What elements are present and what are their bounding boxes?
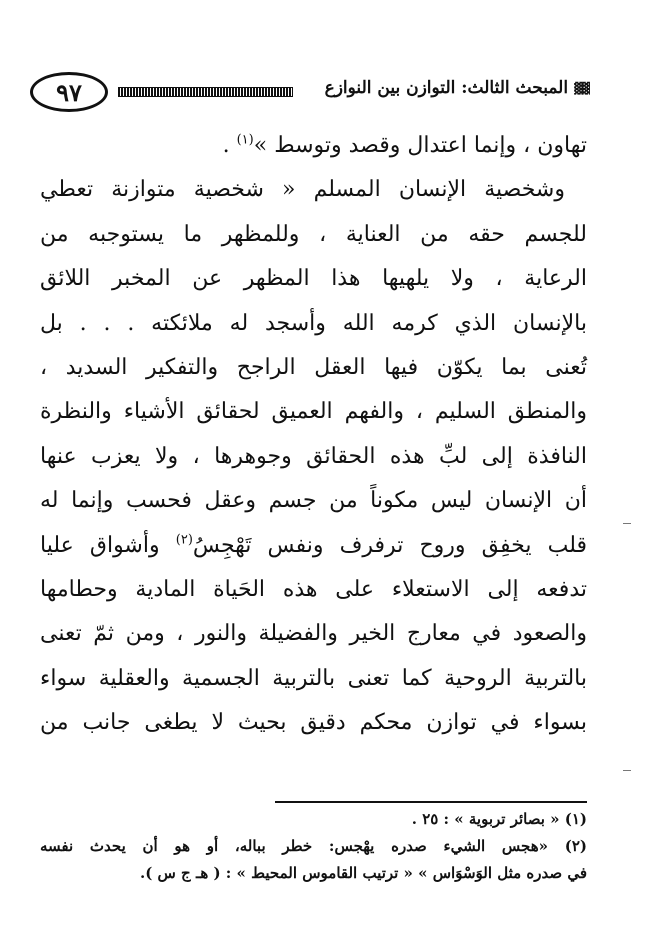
main-text <box>40 124 587 745</box>
text-line: بالإنسان الذي كرمه الله وأسجد له ملائكته . . . بل <box>40 310 587 336</box>
text-line-content: قلب يخفِق وروح ترفرف ونفس تَهْجِسُ <box>192 532 587 558</box>
scan-edge-mark <box>623 523 631 524</box>
text-line <box>40 524 587 568</box>
footnote-1: (١) « بصائر تربوية » : ٢٥ . <box>411 810 587 828</box>
text-line: وشخصية الإنسان المسلم « شخصية متوازنة تعطي <box>40 177 565 203</box>
text-line: تُعنى بما يكوّن فيها العقل الراجح والتفكير السديد ، <box>40 354 587 380</box>
footnote-2-line-2: في صدره مثل الوَسْوَاس » « ترتيب القاموس المحيط » : ( هـ ج س ). <box>139 864 587 882</box>
header-ornament-rule <box>118 87 293 97</box>
text-line <box>40 124 587 168</box>
text-line-end: . <box>222 133 237 158</box>
text-line: الرعاية ، ولا يلهيها هذا المظهر عن المخبر اللائق <box>40 266 587 292</box>
text-line-end: وأشواق عليا <box>40 532 176 558</box>
text-line: بسواء في توازن محكم دقيق بحيث لا يطغى جانب من <box>40 710 587 736</box>
header-bullet-icon: ▓▓ <box>574 81 589 95</box>
text-line: والصعود في معارج الخير والفضيلة والنور ، ومن ثمّ تعنى <box>40 621 587 647</box>
text-line: النافذة إلى لبِّ هذه الحقائق وجوهرها ، ولا يعزب عنها <box>40 443 587 469</box>
page-number-badge <box>30 72 108 112</box>
text-line-content: تهاون ، وإنما اعتدال وقصد وتوسط » <box>253 133 587 158</box>
footnote-ref-2: (٢) <box>175 532 193 548</box>
chapter-title <box>325 78 589 98</box>
text-line: تدفعه إلى الاستعلاء على هذه الحَياة المادية وحطامها <box>40 576 587 602</box>
chapter-title-text: المبحث الثالث: التوازن بين النوازع <box>324 78 569 98</box>
running-header <box>30 72 589 118</box>
text-line: والمنطق السليم ، والفهم العميق لحقائق الأشياء والنظرة <box>40 399 587 425</box>
footnote-ref-1: (١) <box>236 132 254 148</box>
scan-edge-mark <box>623 770 631 771</box>
footnote-separator <box>275 801 587 803</box>
text-line: بالتربية الروحية كما تعنى بالتربية الجسمية والعقلية سواء <box>40 665 587 691</box>
page-number: ٩٧ <box>56 77 82 107</box>
footnotes <box>40 806 587 887</box>
text-line: أن الإنسان ليس مكوناً من جسم وعقل فحسب وإنما له <box>40 488 587 514</box>
footnote-2-line-1: (٢) «هجس الشيء صدره يهْجس: خطر بباله، أو هو أن يحدث نفسه <box>40 837 587 855</box>
text-line: للجسم حقه من العناية ، وللمظهر ما يستوجبه من <box>40 221 587 247</box>
